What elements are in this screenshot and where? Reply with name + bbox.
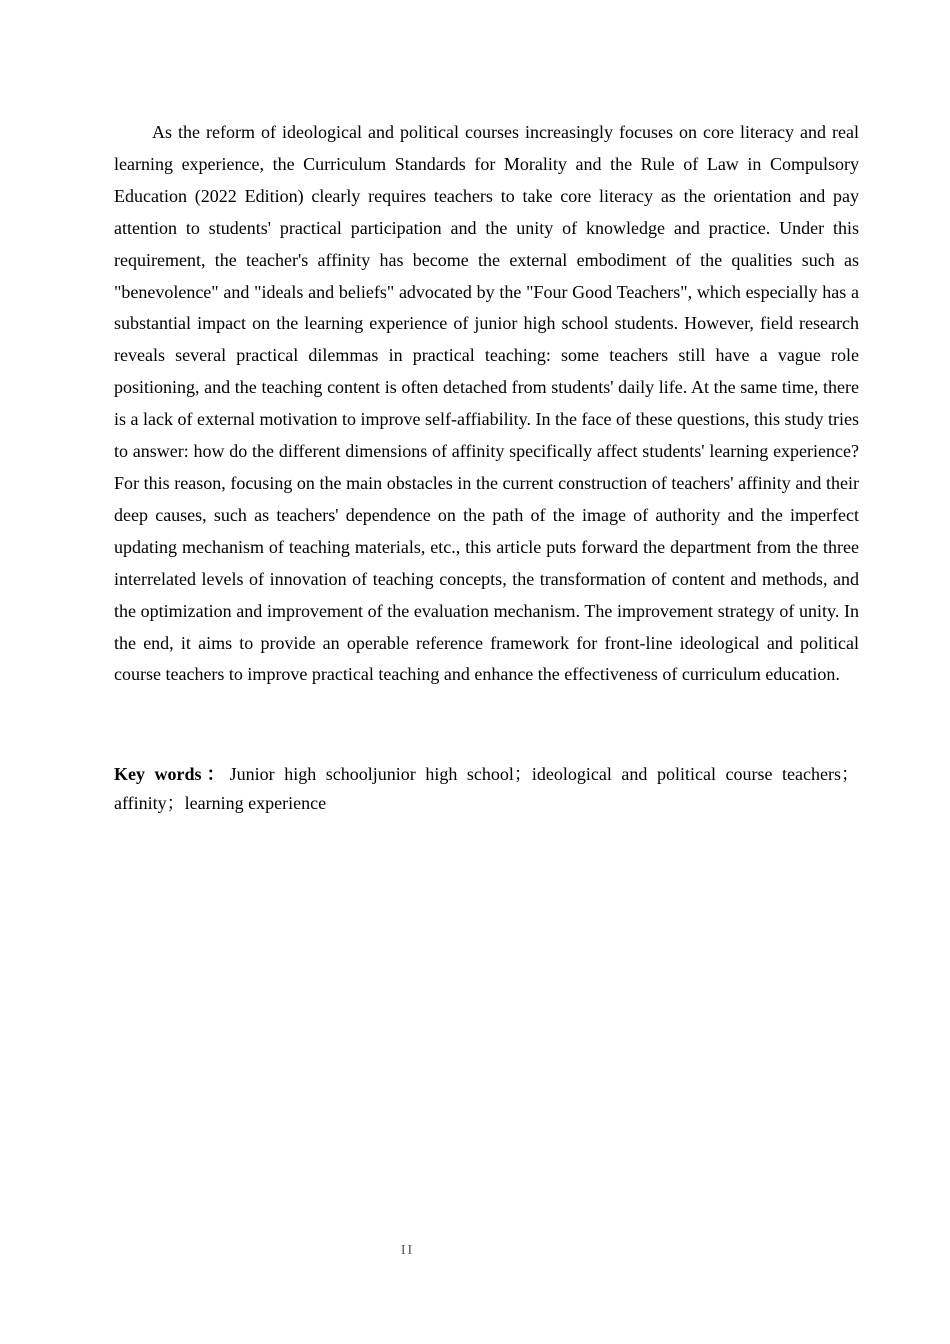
keywords-text: Junior high schooljunior high school；ideological and political course teachers；affinity；learning experience [114,764,859,813]
abstract-paragraph: As the reform of ideological and political courses increasingly focuses on core literacy and real learning experience, the Curriculum Standards for Morality and the Rule of Law in Compulsory Education (2022 Edition) clearly requires teachers to take core literacy as the orientation and pay attention to students' practical participation and the unity of knowledge and practice. Under this requirement, the teacher's affinity has become the external embodiment of the qualities such as "benevolence" and "ideals and beliefs" advocated by the "Four Good Teachers", which especially has a substantial impact on the learning experience of junior high school students. However, field research reveals several practical dilemmas in practical teaching: some teachers still have a vague role positioning, and the teaching content is often detached from students' daily life. At the same time, there is a lack of external motivation to improve self-affiability. In the face of these questions, this study tries to answer: how do the different dimensions of affinity specifically affect students' learning experience? For this reason, focusing on the main obstacles in the current construction of teachers' affinity and their deep causes, such as teachers' dependence on the path of the image of authority and the imperfect updating mechanism of teaching materials, etc., this article puts forward the department from the three interrelated levels of innovation of teaching concepts, the transformation of content and methods, and the optimization and improvement of the evaluation mechanism. The improvement strategy of unity. In the end, it aims to provide an operable reference framework for front-line ideological and political course teachers to improve practical teaching and enhance the effectiveness of curriculum education. [114,122,859,685]
keywords-line [114,760,859,818]
keywords-label: Key words： [114,764,230,784]
page-number: II [400,1243,415,1258]
